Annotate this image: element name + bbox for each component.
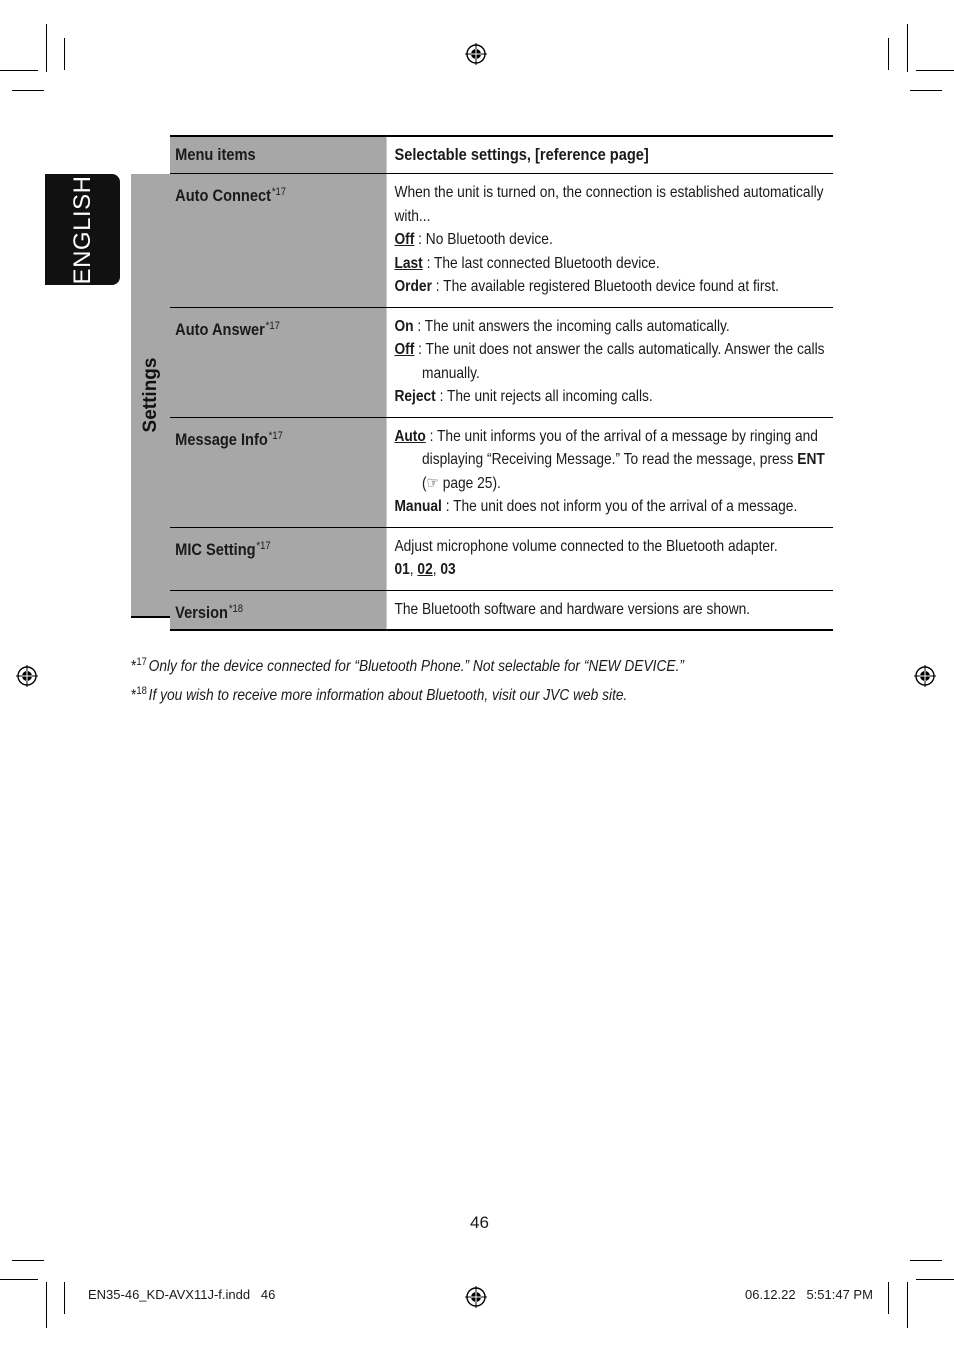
- footnote-ref: *17: [256, 539, 271, 552]
- table-row: [170, 527, 833, 590]
- footnote-number: 18: [136, 685, 147, 697]
- menu-item-name: MIC Setting: [175, 539, 256, 559]
- settings-cell: [387, 417, 833, 527]
- settings-line: 01, 02, 03: [394, 561, 456, 578]
- table-header-row: [170, 136, 833, 174]
- settings-line: [394, 425, 829, 496]
- option-label: Reject: [394, 388, 436, 405]
- option-description: The Bluetooth software and hardware versions are shown.: [394, 600, 751, 618]
- option-description: : The unit informs you of the arrival of a message by ringing and displaying “Receiving Message.” To read the message, press: [421, 427, 818, 468]
- page-reference: (☞ page 25).: [421, 474, 501, 492]
- footnote-ref: *17: [268, 429, 283, 442]
- option-label: Off: [394, 341, 415, 358]
- menu-item-cell: [170, 417, 387, 527]
- option-value: 02: [417, 561, 433, 578]
- page-number: 46: [470, 1213, 489, 1232]
- option-description: : The available registered Bluetooth device found at first.: [431, 278, 779, 295]
- table-row: [170, 417, 833, 527]
- option-label: Last: [394, 254, 423, 272]
- footnote: [131, 650, 684, 679]
- option-description: : The last connected Bluetooth device.: [422, 254, 660, 272]
- option-value: 01: [394, 561, 410, 578]
- footnote-mark: *: [131, 658, 137, 675]
- option-label: Off: [394, 231, 415, 248]
- footnote-ref: *17: [265, 319, 280, 332]
- registration-mark-icon: [914, 665, 936, 687]
- option-description: : The unit does not inform you of the arrival of a message.: [441, 498, 798, 515]
- menu-table: [170, 135, 833, 631]
- menu-item-name: Auto Connect: [175, 186, 271, 205]
- footnote-mark: *: [131, 687, 137, 704]
- footnotes: [131, 650, 684, 708]
- settings-line: [394, 338, 829, 385]
- registration-mark-icon: [465, 43, 487, 65]
- header-menu-items: Menu items: [170, 136, 387, 174]
- settings-cell: [387, 590, 833, 630]
- settings-line: [394, 315, 829, 339]
- settings-line: [394, 275, 829, 299]
- footnote-number: 17: [136, 656, 147, 668]
- settings-line: [394, 385, 829, 409]
- option-label: Manual: [394, 498, 442, 515]
- slug-timestamp: 06.12.22 5:51:47 PM: [745, 1287, 873, 1302]
- menu-item-name: Version: [175, 602, 228, 622]
- option-description: When the unit is turned on, the connection is established automatically with...: [394, 184, 824, 225]
- button-name: ENT: [797, 451, 825, 468]
- settings-line: [394, 228, 829, 252]
- option-description: : The unit rejects all incoming calls.: [435, 388, 653, 405]
- footnote-text: Only for the device connected for “Bluetooth Phone.” Not selectable for “NEW DEVICE.”: [148, 658, 684, 675]
- option-value: 03: [440, 561, 456, 578]
- footnote-ref: *18: [228, 602, 244, 615]
- option-description: Adjust microphone volume connected to the Bluetooth adapter.: [394, 537, 778, 555]
- registration-mark-icon: [16, 665, 38, 687]
- settings-line: [394, 252, 829, 276]
- menu-item-name: Message Info: [175, 429, 268, 449]
- footnote-ref: *17: [271, 186, 287, 198]
- menu-item-name: Auto Answer: [175, 319, 265, 339]
- header-selectable-settings: Selectable settings, [reference page]: [387, 136, 833, 174]
- settings-cell: [387, 527, 833, 590]
- table-row: [170, 174, 833, 308]
- footnote-text: If you wish to receive more information about Bluetooth, visit our JVC web site.: [148, 687, 628, 704]
- settings-cell: [387, 174, 833, 308]
- settings-line: [394, 495, 829, 519]
- option-description: : No Bluetooth device.: [414, 231, 553, 248]
- settings-cell: [387, 307, 833, 417]
- option-description: : The unit does not answer the calls automatically. Answer the calls manually.: [414, 341, 825, 382]
- option-label: Auto: [394, 427, 426, 445]
- menu-item-cell: [170, 307, 387, 417]
- option-label: On: [394, 317, 414, 335]
- table-row: [170, 590, 833, 630]
- language-tab-label: ENGLISH: [68, 175, 96, 284]
- menu-item-cell: [170, 174, 387, 308]
- menu-item-cell: [170, 590, 387, 630]
- settings-line: [394, 598, 829, 622]
- option-label: Order: [394, 278, 432, 295]
- settings-line: [394, 181, 829, 228]
- settings-line: [394, 535, 829, 559]
- footnote: [131, 679, 684, 708]
- section-label: Settings: [139, 357, 161, 433]
- slug-file-info: EN35-46_KD-AVX11J-f.indd 46: [88, 1287, 276, 1302]
- option-description: : The unit answers the incoming calls automatically.: [413, 317, 730, 335]
- table-row: [170, 307, 833, 417]
- menu-item-cell: [170, 527, 387, 590]
- language-tab: [45, 174, 120, 285]
- table-body: [170, 174, 833, 631]
- section-label-column: [131, 174, 170, 618]
- registration-mark-icon: [465, 1286, 487, 1308]
